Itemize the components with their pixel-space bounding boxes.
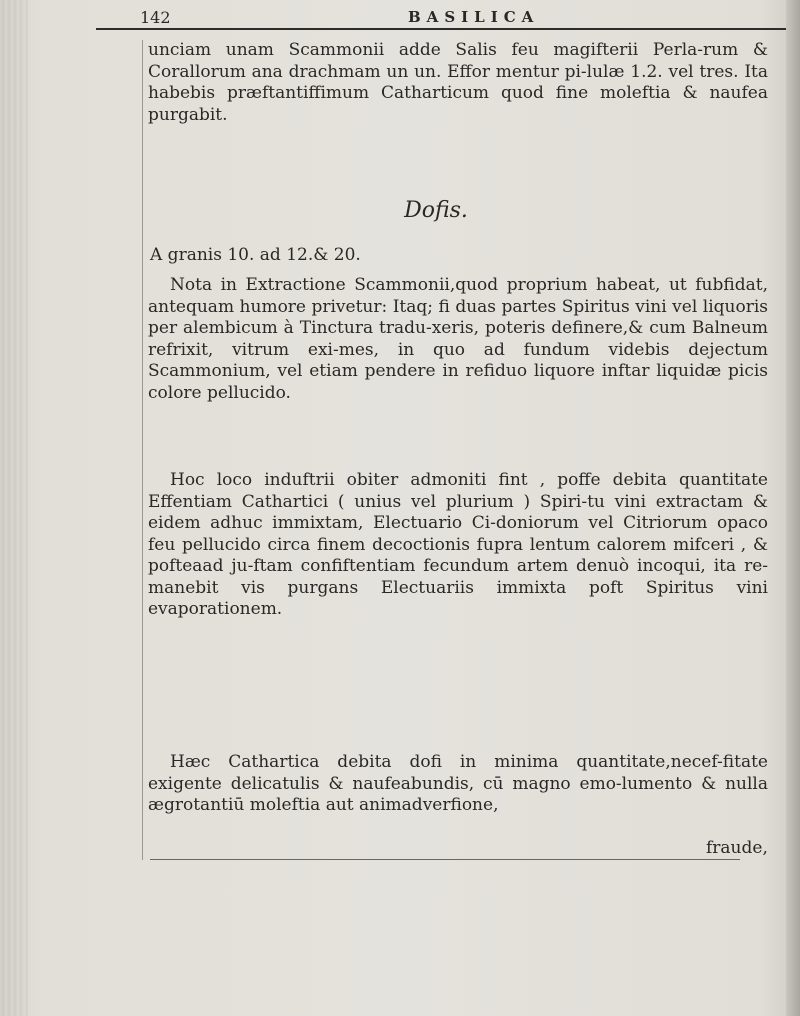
paragraph-4-text: Hæc Cathartica debita dofi in minima quantitate,necef-fitate exigente delicatulis & naufeabundis, cū magno emo-lumento & nulla ægrotantiū moleftia aut animadverfione,: [148, 752, 768, 815]
page-header: [140, 8, 780, 30]
dose-line: A granis 10. ad 12.& 20.: [150, 245, 361, 265]
section-heading: Dofis.: [404, 198, 468, 223]
footer-rule: [150, 859, 740, 860]
page-number: 142: [140, 8, 171, 27]
paragraph-4: [148, 752, 768, 817]
paragraph-3: [148, 470, 768, 621]
page-edge-shadow: [786, 0, 800, 1016]
paragraph-1: [148, 40, 768, 126]
paragraph-1-text: unciam unam Scammonii adde Salis feu magifterii Perla-rum & Corallorum ana drachmam un un. Effor mentur pi-lulæ 1.2. vel tres. Ita habebis præftantiffimum Catharticum quod fine moleftia & naufea purgabit.: [148, 40, 768, 125]
margin-rule: [142, 40, 143, 860]
paragraph-2-text: Nota in Extractione Scammonii,quod proprium habeat, ut fubfidat, antequam humore privetur: Itaq; fi duas partes Spiritus vini vel liquoris per alembicum à Tinctura tradu-xeris, poteris definere,& cum Balneum refrixit, vitrum exi-mes, in quo ad fundum videbis dejectum Scammonium, vel etiam pendere in refiduo liquore inftar liquidæ picis colore pellucido.: [148, 275, 768, 403]
paragraph-2: [148, 275, 768, 404]
paragraph-3-text: Hoc loco induftrii obiter admoniti fint , poffe debita quantitate Effentiam Cathartici ( unius vel plurium ) Spiri-tu vini extractam & eidem adhuc immixtam, Electuario Ci-doniorum vel Citriorum opaco feu pellucido circa finem decoctionis fupra lentum calorem mifceri , & pofteaad ju-ftam confiftentiam fecundum artem denuò incoqui, ita re-manebit vis purgans Electuariis immixta poft Spiritus vini evaporationem.: [148, 470, 768, 619]
catchword: fraude,: [706, 838, 768, 858]
header-rule: [96, 28, 786, 30]
running-head: BASILICA: [408, 8, 540, 26]
